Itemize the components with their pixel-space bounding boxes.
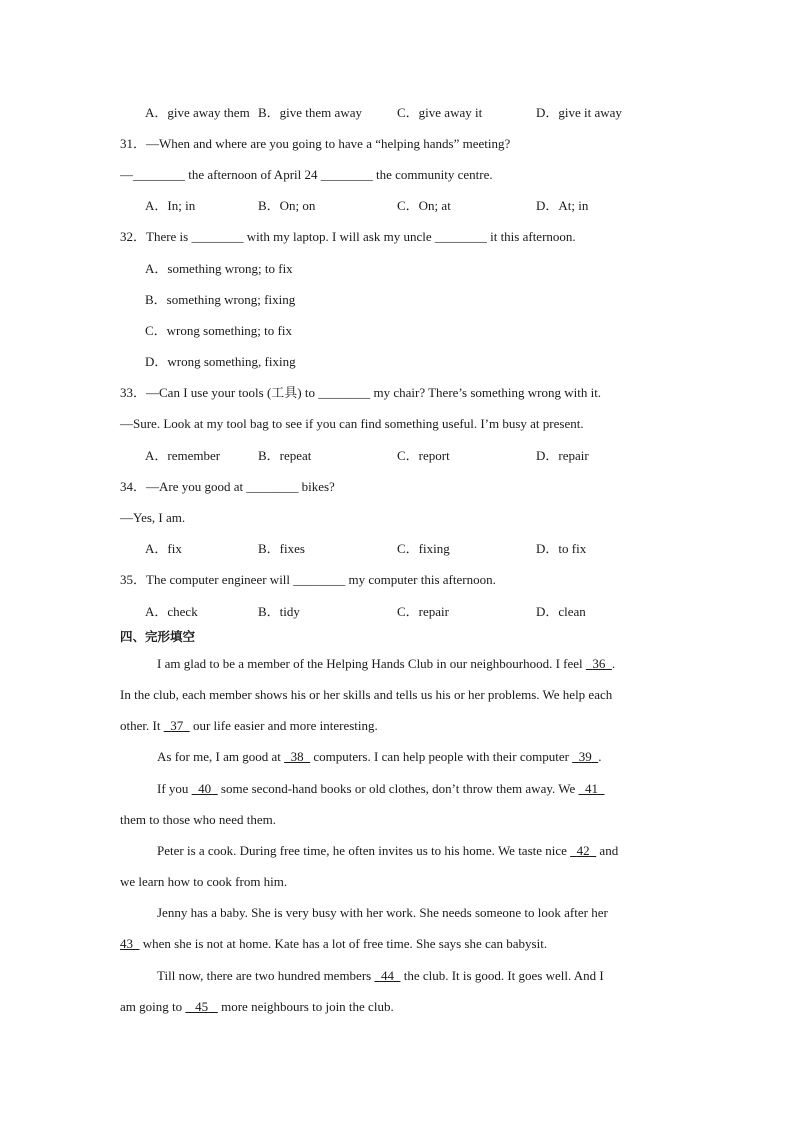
- blank-41: 41: [585, 781, 599, 796]
- passage-p6-line1: Till now, there are two hundred members 44 the club. It is good. It goes well. And I: [157, 968, 604, 983]
- q30-option-d: D．give it away: [536, 105, 622, 120]
- q35-stem: 35．The computer engineer will ________ my computer this afternoon.: [120, 572, 496, 587]
- blank-40: 40: [198, 781, 212, 796]
- q33-stem: 33．—Can I use your tools (工具) to ________ my chair? There’s something wrong with it.: [120, 385, 602, 400]
- q35-option-d: D．clean: [536, 604, 586, 619]
- passage-p1-line2: In the club, each member shows his or her skills and tells us his or her problems. We help each: [120, 687, 613, 702]
- q32-option-b: B．something wrong; fixing: [145, 292, 296, 307]
- q34-option-d: D．to fix: [536, 541, 587, 556]
- passage-p5-line1: Jenny has a baby. She is very busy with her work. She needs someone to look after her: [157, 905, 608, 920]
- passage-text: I am glad to be a member of the Helping Hands Club in our neighbourhood. I feel: [157, 656, 586, 671]
- blank-39: 39: [578, 749, 592, 764]
- q34-answer-line: —Yes, I am.: [120, 510, 186, 525]
- passage-p6-line2: am going to 45 more neighbours to join the club.: [120, 999, 394, 1014]
- blank-36: 36: [592, 656, 606, 671]
- q35-option-a: A．check: [145, 604, 198, 619]
- q34-stem: 34．—Are you good at ________ bikes?: [120, 479, 335, 494]
- passage-p3-line2: them to those who need them.: [120, 812, 276, 827]
- q33-option-d: D．repair: [536, 448, 589, 463]
- q31-option-c: C．On; at: [397, 198, 451, 213]
- q33-option-c: C．report: [397, 448, 450, 463]
- q31-stem: 31．—When and where are you going to have a “helping hands” meeting?: [120, 136, 511, 151]
- passage-p4-line2: we learn how to cook from him.: [120, 874, 288, 889]
- q33-option-a: A．remember: [145, 448, 221, 463]
- q31-option-a: A．In; in: [145, 198, 196, 213]
- passage-p4-line1: Peter is a cook. During free time, he often invites us to his home. We taste nice 42 and: [157, 843, 619, 858]
- q31-option-d: D．At; in: [536, 198, 589, 213]
- passage-p3-line1: If you 40 some second-hand books or old clothes, don’t throw them away. We 41: [157, 781, 605, 797]
- q34-option-b: B．fixes: [258, 541, 305, 556]
- blank-38: 38: [290, 749, 304, 764]
- q32-option-a: A．something wrong; to fix: [145, 261, 293, 276]
- q32-option-d: D．wrong something, fixing: [145, 354, 296, 369]
- q32-stem: 32．There is ________ with my laptop. I will ask my uncle ________ it this afternoon.: [120, 229, 576, 244]
- q31-option-b: B．On; on: [258, 198, 316, 213]
- q33-option-b: B．repeat: [258, 448, 312, 463]
- blank-43: 43: [120, 936, 133, 951]
- passage-p1-line3: other. It 37 our life easier and more interesting.: [120, 718, 378, 733]
- q34-option-c: C．fixing: [397, 541, 450, 556]
- q30-option-a: A．give away them: [145, 105, 250, 120]
- passage-p5-line2: 43 when she is not at home. Kate has a lot of free time. She says she can babysit.: [120, 936, 548, 951]
- blank-37: 37: [170, 718, 184, 733]
- q33-answer-line: —Sure. Look at my tool bag to see if you can find something useful. I’m busy at present.: [120, 416, 584, 431]
- q35-option-b: B．tidy: [258, 604, 300, 619]
- passage-p1-line1: I am glad to be a member of the Helping Hands Club in our neighbourhood. I feel 36 .: [157, 656, 616, 671]
- blank-45: 45: [195, 999, 209, 1014]
- blank-44: 44: [380, 968, 394, 983]
- section-heading-cloze: 四、完形填空: [120, 629, 196, 644]
- q34-option-a: A．fix: [145, 541, 182, 556]
- q31-answer-line: —________ the afternoon of April 24 ________ the community centre.: [120, 167, 493, 182]
- q32-option-c: C．wrong something; to fix: [145, 323, 292, 338]
- blank-42: 42: [576, 843, 590, 858]
- passage-p2: As for me, I am good at 38 computers. I can help people with their computer 39 .: [157, 749, 602, 764]
- q30-option-c: C．give away it: [397, 105, 483, 120]
- q35-option-c: C．repair: [397, 604, 449, 619]
- q30-option-b: B．give them away: [258, 105, 362, 120]
